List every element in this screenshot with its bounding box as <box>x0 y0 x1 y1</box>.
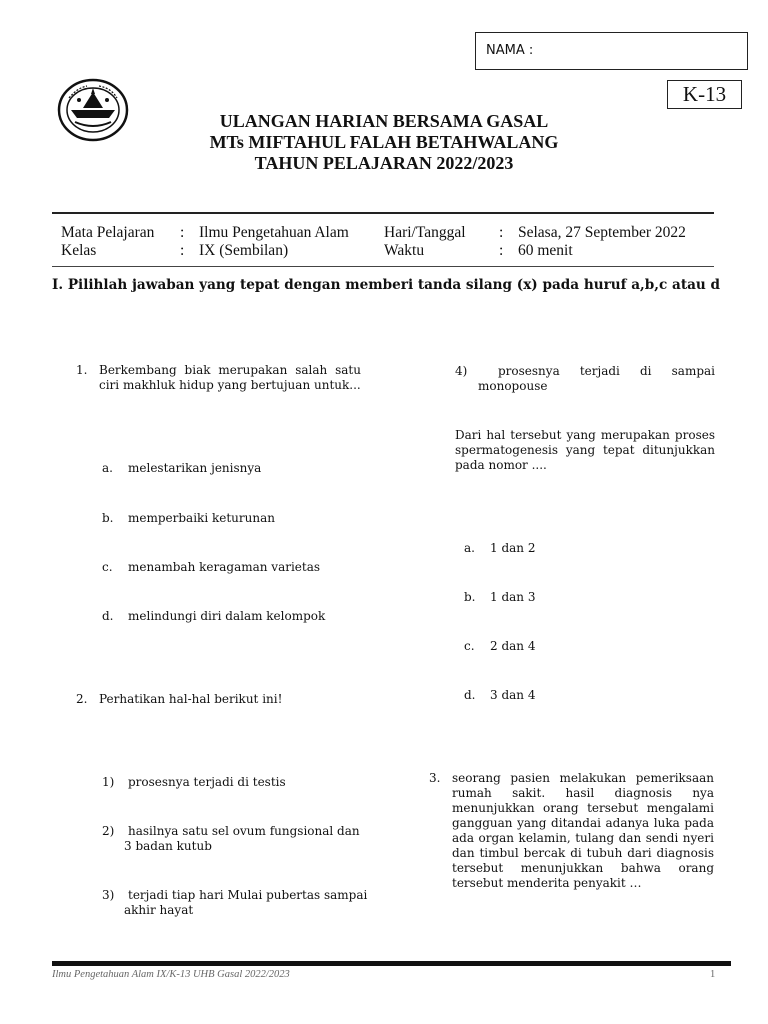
name-label: NAMA : <box>486 43 534 58</box>
q3-text-line: ada organ kelamin, tulang dan sendi nyeri <box>452 831 714 845</box>
exam-title: ULANGAN HARIAN BERSAMA GASAL <box>219 111 549 131</box>
q1-option-text: melindungi diri dalam kelompok <box>128 609 326 623</box>
q2-option-letter[interactable]: d. <box>464 688 476 702</box>
q1-option-text: melestarikan jenisnya <box>128 461 262 475</box>
date-value: Selasa, 27 September 2022 <box>518 224 686 241</box>
q1-text-line1: Berkembang biak merupakan salah satu <box>99 363 361 377</box>
q2-question-line: pada nomor .... <box>455 458 547 472</box>
q2-item-number: 3) <box>102 888 115 902</box>
q3-text-line: menunjukkan orang tersebut mengalami <box>452 801 714 815</box>
q2-option-letter[interactable]: a. <box>464 541 475 555</box>
q2-option-text: 1 dan 2 <box>490 541 536 555</box>
q1-text-line2: ciri makhluk hidup yang bertujuan untuk... <box>99 378 361 392</box>
instruction: I. Pilihlah jawaban yang tepat dengan memberi tanda silang (x) pada huruf a,b,c atau d <box>52 277 721 293</box>
date-colon: : <box>499 224 504 241</box>
q3-text-line: tersebut menderita penyakit … <box>452 876 642 890</box>
q2-number: 2. <box>76 692 88 706</box>
q3-text-line: dan timbul bercak di tubuh dari diagnosis <box>452 846 714 860</box>
q2-item-number: 2) <box>102 824 115 838</box>
q1-option-letter[interactable]: d. <box>102 609 114 623</box>
q2-item-text-cont: 3 badan kutub <box>124 839 212 853</box>
date-label: Hari/Tanggal <box>384 224 466 241</box>
q2-option-letter[interactable]: b. <box>464 590 476 604</box>
q1-option-text: memperbaiki keturunan <box>128 511 275 525</box>
time-value: 60 menit <box>518 242 573 259</box>
footer-divider <box>52 961 731 966</box>
q2-item-text-cont: akhir hayat <box>124 903 194 917</box>
q3-number: 3. <box>429 771 441 785</box>
class-value: IX (Sembilan) <box>199 242 289 259</box>
page-number: 1 <box>710 969 716 980</box>
q3-text-line: tersebut menunjukkan bahwa orang <box>452 861 714 875</box>
q2-item-text-cont: monopouse <box>478 379 548 393</box>
q2-item-number: 4) <box>455 364 468 378</box>
curriculum-code: K-13 <box>682 82 727 106</box>
q1-option-letter[interactable]: a. <box>102 461 113 475</box>
q1-option-text: menambah keragaman varietas <box>128 560 321 574</box>
subject-label: Mata Pelajaran <box>61 224 155 241</box>
q1-option-letter[interactable]: c. <box>102 560 113 574</box>
q2-option-text: 1 dan 3 <box>490 590 536 604</box>
footer-text: Ilmu Pengetahuan Alam IX/K-13 UHB Gasal 2022/2023 <box>52 969 290 980</box>
q3-text-line: rumah sakit. hasil diagnosis nya <box>452 786 714 800</box>
q2-text: Perhatikan hal-hal berikut ini! <box>99 692 283 706</box>
q2-item-text: prosesnya terjadi di testis <box>128 775 286 789</box>
class-label: Kelas <box>61 242 97 259</box>
q2-item-text: prosesnya terjadi di sampai <box>498 364 715 378</box>
header-divider-top <box>52 212 714 214</box>
q2-question-line: spermatogenesis yang tepat ditunjukkan <box>455 443 715 457</box>
q2-item-number: 1) <box>102 775 115 789</box>
subject-value: Ilmu Pengetahuan Alam <box>199 224 349 241</box>
q1-option-letter[interactable]: b. <box>102 511 114 525</box>
q2-option-text: 3 dan 4 <box>490 688 536 702</box>
school-name: MTs MIFTAHUL FALAH BETAHWALANG <box>209 132 559 152</box>
time-colon: : <box>499 242 504 259</box>
curriculum-code-box <box>667 80 742 109</box>
q2-question-line: Dari hal tersebut yang merupakan proses <box>455 428 715 442</box>
q2-option-text: 2 dan 4 <box>490 639 536 653</box>
q2-item-text: hasilnya satu sel ovum fungsional dan <box>128 824 360 838</box>
header-divider-bottom <box>52 266 714 267</box>
q1-number: 1. <box>76 363 88 377</box>
q2-option-letter[interactable]: c. <box>464 639 475 653</box>
time-label: Waktu <box>384 242 425 259</box>
subject-colon: : <box>180 224 185 241</box>
class-colon: : <box>180 242 185 259</box>
q3-text-line: seorang pasien melakukan pemeriksaan <box>452 771 714 785</box>
name-field[interactable] <box>475 32 748 70</box>
academic-year: TAHUN PELAJARAN 2022/2023 <box>254 153 514 173</box>
q3-text-line: gangguan yang ditandai adanya luka pada <box>452 816 714 830</box>
q2-item-text: terjadi tiap hari Mulai pubertas sampai <box>128 888 368 902</box>
